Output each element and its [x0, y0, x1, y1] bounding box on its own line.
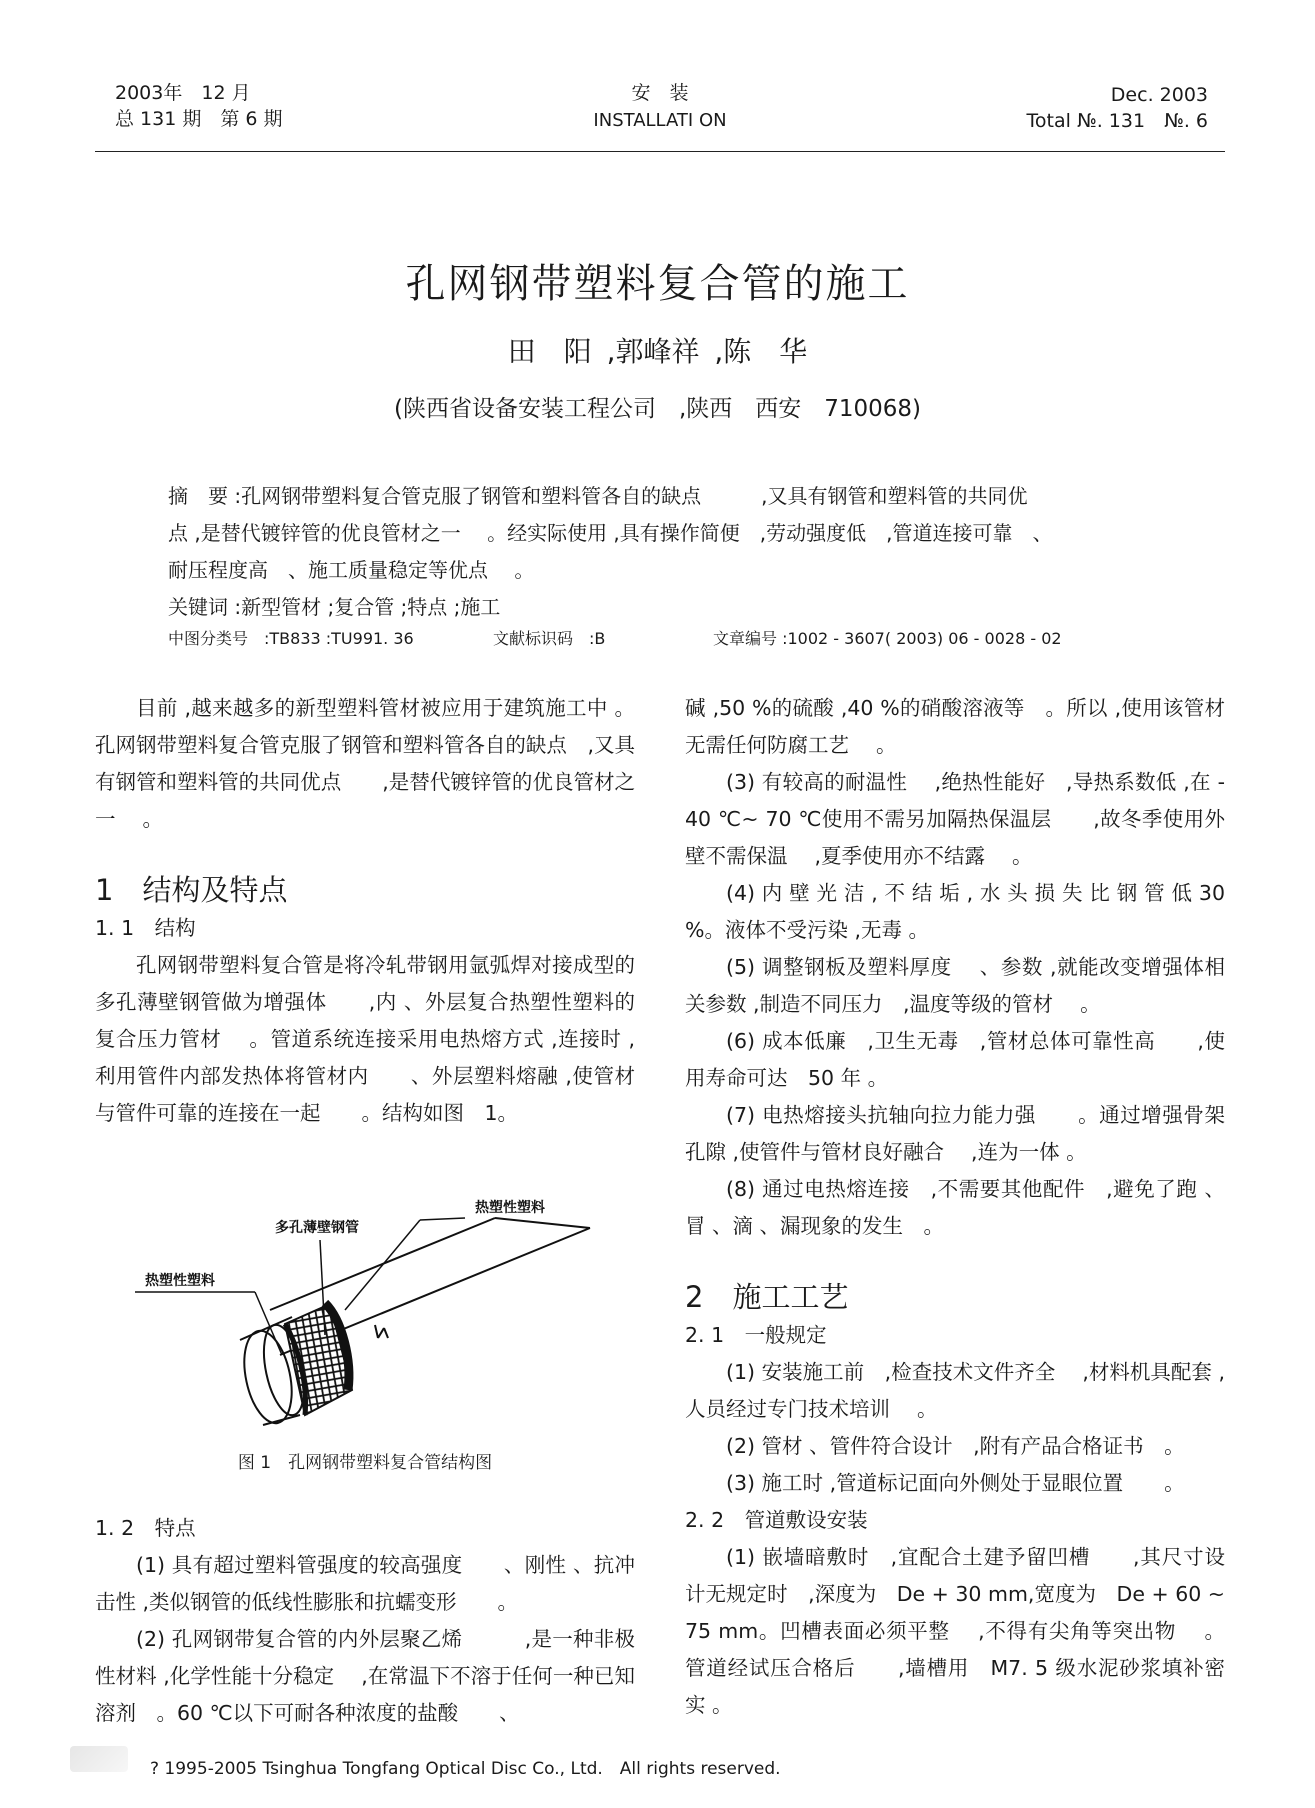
header-issue-en: Total №. 131 №. 6 — [1026, 110, 1208, 132]
abstract-line: 摘 要 :孔网钢带塑料复合管克服了钢管和塑料管各自的缺点 ,又具有钢管和塑料管的共同优 — [168, 484, 1028, 508]
abstract — [168, 478, 1153, 626]
document-code: 文献标识码 :B — [493, 629, 606, 648]
feature-2-continued: 碱 ,50 %的硫酸 ,40 %的硝酸溶液等 。所以 ,使用该管材无需任何防腐工艺 。 — [685, 696, 1225, 757]
section-1-1-heading: 1. 1 结构 — [95, 916, 196, 940]
feature-7: (7) 电热熔接头抗轴向拉力能力强 。通过增强骨架孔隙 ,使管件与管材良好融合 ,连为一体 。 — [685, 1103, 1225, 1164]
left-column — [95, 690, 635, 1132]
paper-title: 孔网钢带塑料复合管的施工 — [405, 261, 910, 307]
feature-5: (5) 调整钢板及塑料厚度 、参数 ,就能改变增强体相关参数 ,制造不同压力 ,温度等级的管材 。 — [685, 955, 1225, 1016]
clc-number: 中图分类号 :TB833 :TU991. 36 — [168, 629, 414, 648]
rule-1: (1) 安装施工前 ,检查技术文件齐全 ,材料机具配套 ,人员经过专门技术培训 。 — [685, 1360, 1225, 1421]
feature-6: (6) 成本低廉 ,卫生无毒 ,管材总体可靠性高 ,使用寿命可达 50 年 。 — [685, 1029, 1225, 1090]
feature-2: (2) 孔网钢带复合管的内外层聚乙烯 ,是一种非极性材料 ,化学性能十分稳定 ,在常温下不溶于任何一种已知溶剂 。60 ℃以下可耐各种浓度的盐酸 、 — [95, 1627, 635, 1725]
abstract-line: 点 ,是替代镀锌管的优良管材之一 。经实际使用 ,具有操作简便 ,劳动强度低 ,管道连接可靠 、 — [168, 521, 1053, 545]
abstract-line: 耐压程度高 、施工质量稳定等优点 。 — [168, 558, 535, 582]
rule-3: (3) 施工时 ,管道标记面向外侧处于显眼位置 。 — [726, 1471, 1185, 1495]
section-1-1-text: 孔网钢带塑料复合管是将冷轧带钢用氩弧焊对接成型的多孔薄壁钢管做为增强体 ,内 、外层复合热塑性塑料的复合压力管材 。管道系统连接采用电热熔方式 ,连接时 ,利用管件内部发热体将管材内 、外层塑料熔融 ,使管材与管件可靠的连接在一起 。结构如图 1。 — [95, 953, 635, 1125]
header-rule — [95, 151, 1225, 152]
pipe-structure-figure — [120, 1180, 600, 1440]
rule-2: (2) 管材 、管件符合设计 ,附有产品合格证书 。 — [726, 1434, 1185, 1458]
header-issue-cn: 总 131 期 第 6 期 — [115, 108, 283, 130]
section-2-2-heading: 2. 2 管道敷设安装 — [685, 1508, 868, 1532]
install-1: (1) 嵌墙暗敷时 ,宜配合土建予留凹槽 ,其尺寸设计无规定时 ,深度为 De + 30 mm,宽度为 De + 60 ~ 75 mm。凹槽表面必须平整 ,不得有尖角等突出物 。管道经试压合格后 ,墙槽用 M7. 5 级水泥砂浆填补密实 。 — [685, 1545, 1225, 1717]
paper-authors: 田 阳 ,郭峰祥 ,陈 华 — [507, 335, 808, 368]
section-1-heading: 1 结构及特点 — [95, 873, 288, 907]
figure-label-inner-plastic: 热塑性塑料 — [145, 1273, 215, 1289]
figure-label-steel-tube: 多孔薄壁钢管 — [275, 1220, 359, 1236]
header-date-cn: 2003年 12 月 — [115, 82, 251, 104]
left-column-lower — [95, 1510, 635, 1732]
article-number: 文章编号 :1002 - 3607( 2003) 06 - 0028 - 02 — [713, 629, 1062, 648]
figure-label-outer-plastic: 热塑性塑料 — [475, 1200, 545, 1216]
feature-8: (8) 通过电热熔连接 ,不需要其他配件 ,避免了跑 、冒 、滴 、漏现象的发生 。 — [685, 1177, 1225, 1238]
section-2-heading: 2 施工工艺 — [685, 1280, 849, 1314]
publisher-logo — [70, 1746, 128, 1772]
paper-affiliation: (陕西省设备安装工程公司 ,陕西 西安 710068) — [393, 396, 922, 422]
journal-name-cn: 安 装 — [631, 82, 689, 104]
copyright-footer: ? 1995-2005 Tsinghua Tongfang Optical Disc Co., Ltd. All rights reserved. — [150, 1759, 781, 1779]
keywords: 关键词 :新型管材 ;复合管 ;特点 ;施工 — [168, 595, 501, 619]
feature-3: (3) 有较高的耐温性 ,绝热性能好 ,导热系数低 ,在 - 40 ℃~ 70 ℃使用不需另加隔热保温层 ,故冬季使用外壁不需保温 ,夏季使用亦不结露 。 — [685, 770, 1225, 868]
feature-1: (1) 具有超过塑料管强度的较高强度 、刚性 、抗冲击性 ,类似钢管的低线性膨胀和抗蠕变形 。 — [95, 1553, 635, 1614]
header-date-en: Dec. 2003 — [1110, 84, 1208, 106]
feature-4: (4) 内 壁 光 洁 , 不 结 垢 , 水 头 损 失 比 钢 管 低 30 %。液体不受污染 ,无毒 。 — [685, 881, 1225, 942]
section-2-1-heading: 2. 1 一般规定 — [685, 1323, 827, 1347]
figure-caption: 图 1 孔网钢带塑料复合管结构图 — [237, 1453, 493, 1473]
right-column — [685, 690, 1225, 1724]
intro-paragraph: 目前 ,越来越多的新型塑料管材被应用于建筑施工中 。孔网钢带塑料复合管克服了钢管和塑料管各自的缺点 ,又具有钢管和塑料管的共同优点 ,是替代镀锌管的优良管材之一 。 — [95, 696, 635, 831]
journal-name-en: INSTALLATI ON — [593, 110, 727, 131]
section-1-2-heading: 1. 2 特点 — [95, 1516, 196, 1540]
